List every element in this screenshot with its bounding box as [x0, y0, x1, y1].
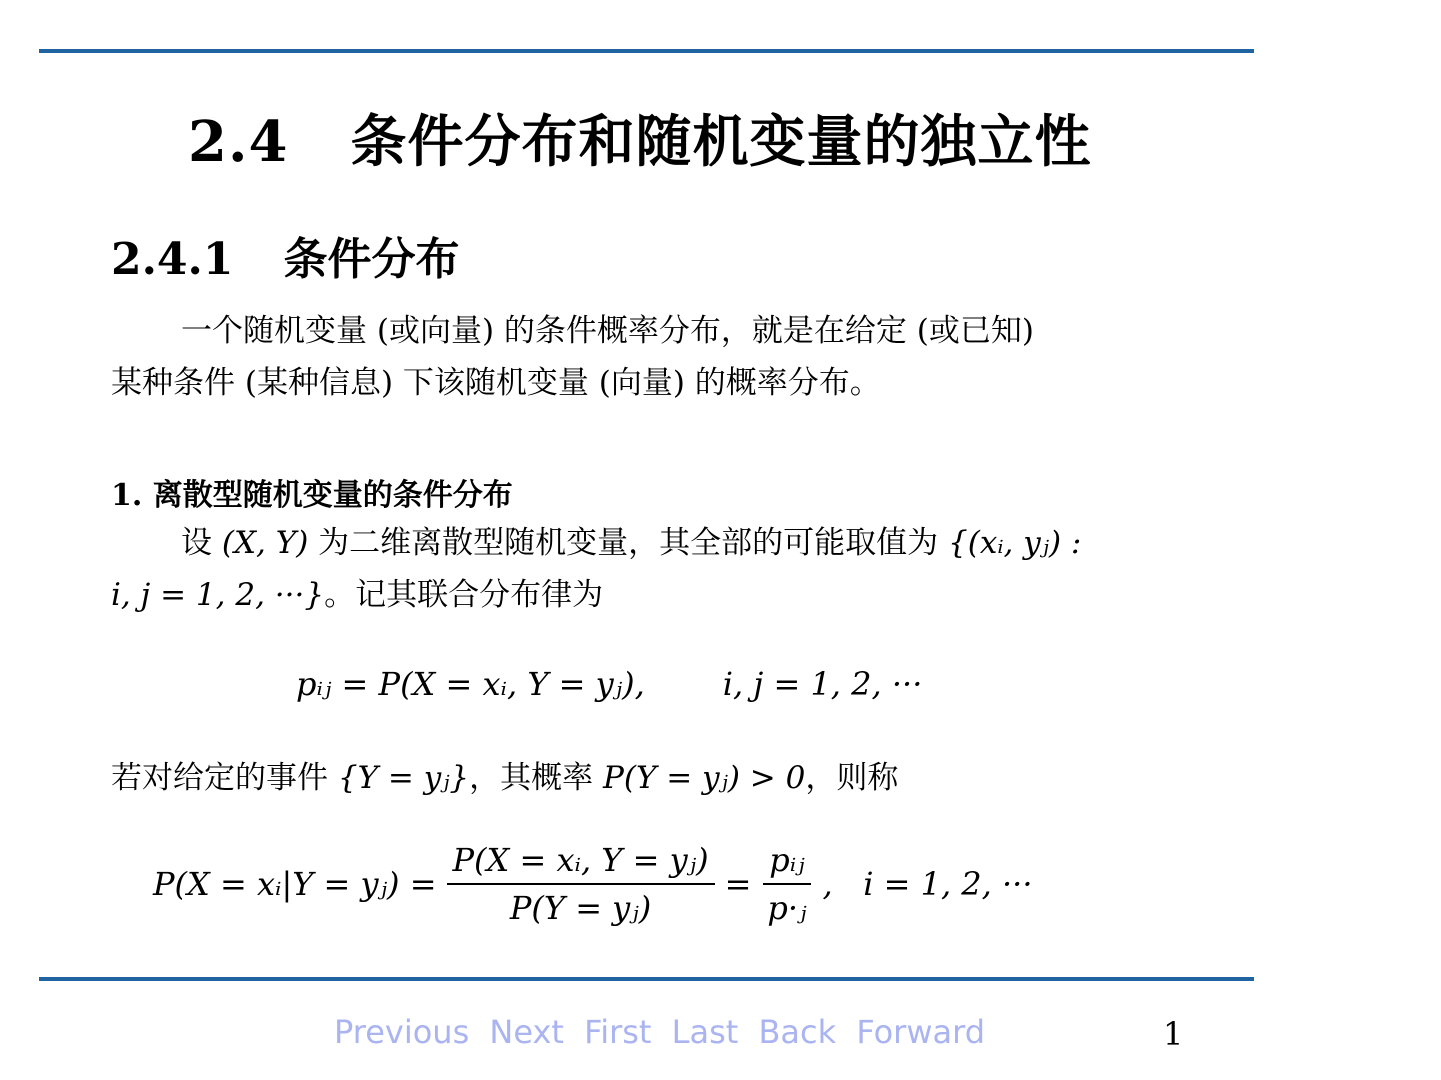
- discrete-text-3: 。记其联合分布律为: [324, 577, 604, 613]
- discrete-math-2: {(xᵢ, yⱼ) :: [948, 525, 1082, 561]
- section-number: 2.4: [188, 109, 289, 175]
- navigation-bar: [334, 1013, 995, 1051]
- discrete-heading: 1. 离散型随机变量的条件分布: [111, 478, 513, 513]
- nav-next-link[interactable]: Next: [489, 1013, 564, 1051]
- nav-forward-link[interactable]: Forward: [856, 1013, 986, 1051]
- condition-text-1: 若对给定的事件: [111, 760, 338, 796]
- cond-fraction-1-denominator: P(Y = yⱼ): [509, 889, 652, 927]
- intro-line-2: 某种条件 (某种信息) 下该随机变量 (向量) 的概率分布。: [111, 365, 881, 401]
- condition-text-3: ，则称: [805, 760, 899, 796]
- nav-last-link[interactable]: Last: [671, 1013, 739, 1051]
- cond-eq-rhs: , i = 1, 2, ···: [822, 865, 1033, 903]
- subsection-title: [111, 223, 459, 287]
- joint-distribution-equation: [296, 665, 922, 703]
- discrete-paragraph: [111, 517, 1221, 621]
- joint-eq-lhs: pᵢⱼ = P(X = xᵢ, Y = yⱼ),: [296, 665, 645, 703]
- cond-fraction-1-numerator: P(X = xᵢ, Y = yⱼ): [447, 841, 715, 885]
- subsection-number: 2.4.1: [111, 234, 234, 285]
- bottom-rule: [39, 977, 1254, 981]
- cond-fraction-2-denominator: p·ⱼ: [767, 889, 807, 927]
- discrete-math-3: i, j = 1, 2, ···}: [111, 577, 325, 613]
- cond-fraction-2-numerator: pᵢⱼ: [763, 841, 810, 885]
- cond-fraction-2: [761, 841, 812, 927]
- top-rule: [39, 49, 1254, 53]
- joint-eq-rhs: i, j = 1, 2, ···: [722, 665, 923, 703]
- nav-first-link[interactable]: First: [584, 1013, 652, 1051]
- page-number: 1: [1163, 1015, 1184, 1053]
- intro-paragraph: [111, 305, 1221, 409]
- discrete-math-1: (X, Y): [221, 525, 309, 561]
- discrete-text-1: 设: [181, 525, 222, 561]
- condition-math-2: P(Y = yⱼ) > 0: [603, 760, 806, 796]
- nav-back-link[interactable]: Back: [758, 1013, 837, 1051]
- cond-fraction-1: [447, 841, 715, 927]
- subsection-title-text: 条件分布: [283, 234, 460, 285]
- condition-paragraph: [111, 752, 898, 804]
- conditional-probability-equation: [153, 838, 1033, 930]
- cond-eq-equals: =: [724, 865, 752, 903]
- intro-line-1: 一个随机变量 (或向量) 的条件概率分布，就是在给定 (或已知): [181, 313, 1034, 349]
- discrete-text-2: 为二维离散型随机变量，其全部的可能取值为: [308, 525, 949, 561]
- cond-eq-lhs: P(X = xᵢ|Y = yⱼ) =: [153, 865, 437, 903]
- condition-text-2: ，其概率: [469, 760, 604, 796]
- section-title: [188, 98, 1091, 178]
- condition-math-1: {Y = yⱼ}: [337, 760, 470, 796]
- section-title-text: 条件分布和随机变量的独立性: [350, 109, 1092, 175]
- nav-previous-link[interactable]: Previous: [334, 1013, 470, 1051]
